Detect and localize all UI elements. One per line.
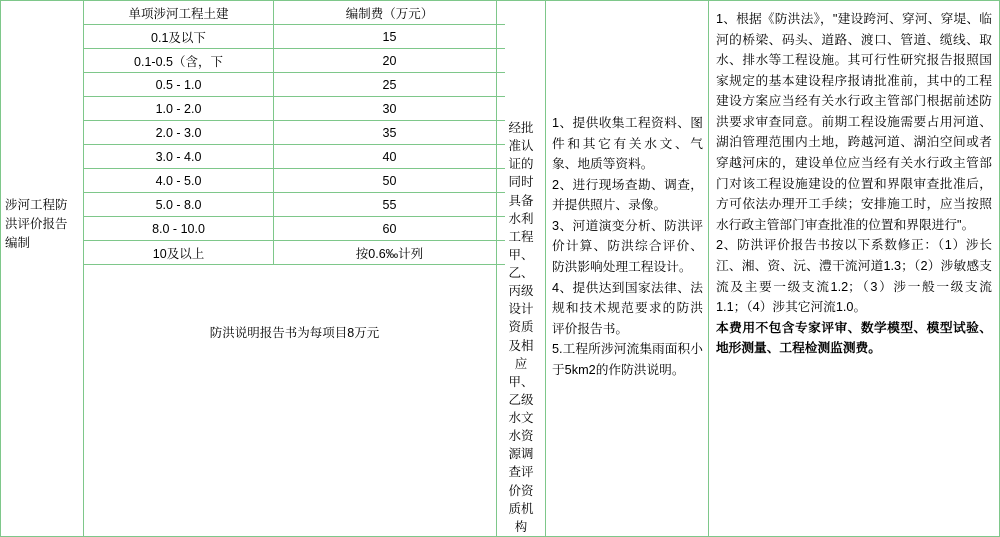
fee-row xyxy=(84,169,505,193)
table-row xyxy=(1,1,1000,537)
scope-item: 5.工程所涉河流集雨面积小于5km2的作防洪说明。 xyxy=(552,342,703,377)
fee-row xyxy=(84,193,505,217)
fee-row xyxy=(84,121,505,145)
fee-note-row xyxy=(84,265,505,345)
fee-range: 10及以上 xyxy=(84,241,274,265)
fee-row xyxy=(84,217,505,241)
fee-range: 1.0 - 2.0 xyxy=(84,97,274,121)
fee-row xyxy=(84,97,505,121)
fee-amount: 按0.6‰计列 xyxy=(274,241,506,265)
fee-row xyxy=(84,49,505,73)
fee-note-text: 防洪说明报告书为每项目8万元 xyxy=(209,326,380,340)
fee-amount: 55 xyxy=(274,193,506,217)
fee-amount: 60 xyxy=(274,217,506,241)
scope-item: 1、提供收集工程资料、图件和其它有关水文、气象、地质等资料。 xyxy=(552,116,703,172)
scope-item: 3、河道演变分析、防洪评价计算、防洪综合评价、防洪影响处理工程设计。 xyxy=(552,218,703,275)
qualification-text: 经批准认证的同时具备水利工程甲、乙、丙级设计资质及相应甲、乙级水文水资源调查评价资质机构 xyxy=(508,121,534,534)
fee-header-category: 单项涉河工程土建 xyxy=(84,1,274,25)
fee-schedule-table xyxy=(84,1,505,344)
fee-row xyxy=(84,73,505,97)
note-item: 本费用不包含专家评审、数学模型、模型试验、地形测量、工程检测监测费。 xyxy=(716,320,992,356)
fee-header-amount: 编制费（万元） xyxy=(274,1,506,25)
fee-amount: 40 xyxy=(274,145,506,169)
fee-range: 2.0 - 3.0 xyxy=(84,121,274,145)
notes-cell xyxy=(709,1,1000,537)
fee-range: 5.0 - 8.0 xyxy=(84,193,274,217)
qualification-cell xyxy=(497,1,546,537)
fee-range: 0.1及以下 xyxy=(84,25,274,49)
row-label-cell xyxy=(1,1,84,537)
fee-row xyxy=(84,25,505,49)
fee-range: 0.5 - 1.0 xyxy=(84,73,274,97)
fee-amount: 35 xyxy=(274,121,506,145)
scope-cell xyxy=(546,1,709,537)
fee-range: 0.1-0.5（含，下 xyxy=(84,49,274,73)
note-item: 1、根据《防洪法》，"建设跨河、穿河、穿堤、临河的桥梁、码头、道路、渡口、管道、缆线、取水、排水等工程设施。其可行性研究报告报照国家规定的基本建设程序报请批准前，其中的工程建设方案应当经有关水行政主管部门根据前述防洪要求审查同意。前期工程设施需要占用河道、湖泊管理范围内土地，跨越河道、湖泊空间或者穿越河床的，建设单位应当经有关水行政主管部门对该工程设施建设的位置和界限审查批准后，方可依法办理开工手续；安排施工时，应当按照水行政主管部门审查批准的位置和界限进行"。 xyxy=(716,12,992,232)
note-item: 2、防洪评价报告书按以下系数修正：（1）涉长江、湘、资、沅、澧干流河道1.3；（2）涉敏感支流及主要一级支流1.2；（3）涉一般一级支流 1.1；（4）涉其它河流1.0。 xyxy=(716,238,992,315)
notes-list xyxy=(709,1,999,359)
fee-amount: 15 xyxy=(274,25,506,49)
scope-item: 4、提供达到国家法律、法规和技术规范要求的防洪评价报告书。 xyxy=(552,280,703,336)
scope-list xyxy=(546,1,708,381)
fee-amount: 30 xyxy=(274,97,506,121)
fee-amount: 20 xyxy=(274,49,506,73)
fee-range: 8.0 - 10.0 xyxy=(84,217,274,241)
fee-amount: 50 xyxy=(274,169,506,193)
fee-range: 3.0 - 4.0 xyxy=(84,145,274,169)
fee-schedule-cell xyxy=(84,1,497,537)
fee-amount: 25 xyxy=(274,73,506,97)
row-label-text: 涉河工程防洪评价报告编制 xyxy=(5,198,68,250)
fee-range: 4.0 - 5.0 xyxy=(84,169,274,193)
fee-row xyxy=(84,145,505,169)
fee-schedule-header-row xyxy=(84,1,505,25)
scope-item: 2、进行现场查勘、调查，并提供照片、录像。 xyxy=(552,177,703,213)
fee-row xyxy=(84,241,505,265)
